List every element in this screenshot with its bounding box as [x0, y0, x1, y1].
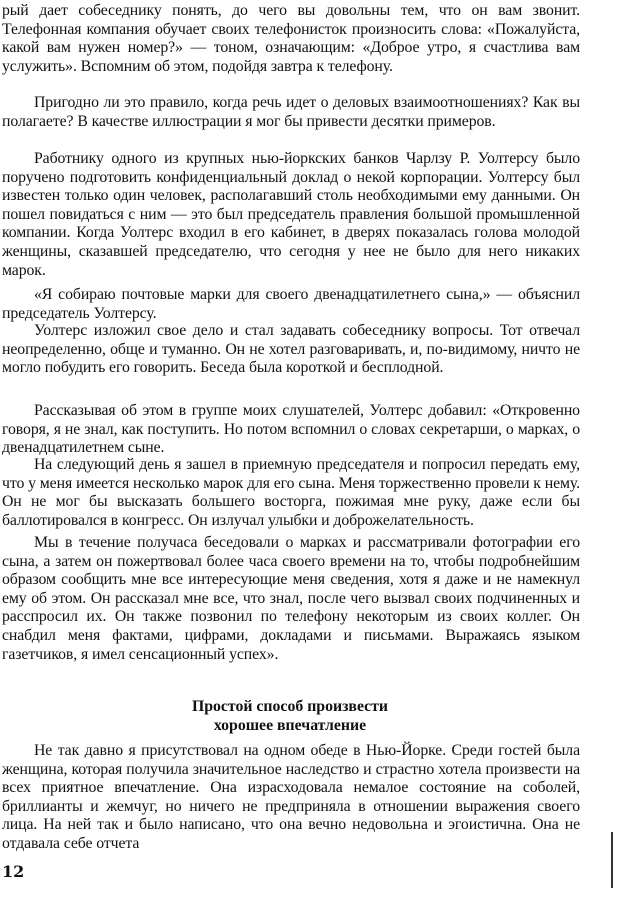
page-edge-mark: [611, 832, 613, 888]
paragraph-9: Не так давно я присутствовал на одном обеде в Нью-Йорке. Среди гостей была женщина, которая получила значительное наследство и страстно хотела произвести на всех приятное впечатление. Она израсходовала немалое состояние на соболей, бриллианты и жемчуг, но ничего не предприняла в отношении выражения своего лица. На ней так и было написано, что она вечно недовольна и эгоистична. Она не отдавала себе отчета: [2, 742, 580, 852]
section-heading-line-1: Простой способ произвести: [191, 698, 389, 715]
page-number: 12: [2, 862, 25, 881]
paragraph-8: Мы в течение получаса беседовали о марках и рассматривали фотографии его сына, а затем он пожертвовал более часа своего времени на то, чтобы подробнейшим образом сообщить мне все интересующие меня сведения, хотя я даже и не намекнул ему об этом. Он рассказал мне все, что знал, после чего вызвал своих подчиненных и расспросил их. Он также позвонил по телефону некоторым из своих коллег. Он снабдил меня фактами, цифрами, докладами и письмами. Выражаясь языком газетчиков, я имел сенсационный успех».: [2, 534, 580, 663]
paragraph-3: Работнику одного из крупных нью-йоркских банков Чарлзу Р. Уолтерсу было поручено подготовить конфиденциальный доклад о некой корпорации. Уолтерсу был известен только один человек, располагавший столь необходимыми ему данными. Он пошел повидаться с ним — это был председатель правления большой промышленной компании. Когда Уолтерс входил в его кабинет, в дверях показалась голова молодой женщины, сказавшей председателю, что сегодня у нее не было для него никаких марок.: [2, 150, 580, 279]
paragraph-5: Уолтерс изложил свое дело и стал задавать собеседнику вопросы. Тот отвечал неопределенно, обще и туманно. Он не хотел разговаривать, и, по-видимому, ничто не могло побудить его говорить. Беседа была короткой и бесплодной.: [2, 322, 580, 377]
paragraph-6: Рассказывая об этом в группе моих слушателей, Уолтерс добавил: «Откровенно говоря, я не знал, как поступить. Но потом вспомнил о словах секретарши, о марках, о двенадцатилетнем сыне.: [2, 402, 580, 457]
section-heading-line-2: хорошее впечатление: [213, 717, 367, 734]
section-heading: [0, 697, 580, 735]
paragraph-1: рый дает собеседнику понять, до чего вы довольны тем, что он вам звонит. Телефонная компания обучает своих телефонисток произносить слова: «Пожалуйста, какой вам нужен номер?» — тоном, означающим: «Доброе утро, я счастлива вам услужить». Вспомним об этом, подойдя завтра к телефону.: [2, 2, 580, 75]
paragraph-7: На следующий день я зашел в приемную председателя и попросил передать ему, что у меня имеется несколько марок для его сына. Меня торжественно провели к нему. Он не мог бы высказать большего восторга, пожимая мне руку, даже если бы баллотировался в конгресс. Он излучал улыбки и доброжелательность.: [2, 456, 580, 529]
paragraph-2: Пригодно ли это правило, когда речь идет о деловых взаимоотношениях? Как вы полагаете? В качестве иллюстрации я мог бы привести десятки примеров.: [2, 94, 580, 130]
paragraph-4: «Я собираю почтовые марки для своего двенадцатилетнего сына,» — объяснил председатель Уолтерсу.: [2, 286, 580, 322]
